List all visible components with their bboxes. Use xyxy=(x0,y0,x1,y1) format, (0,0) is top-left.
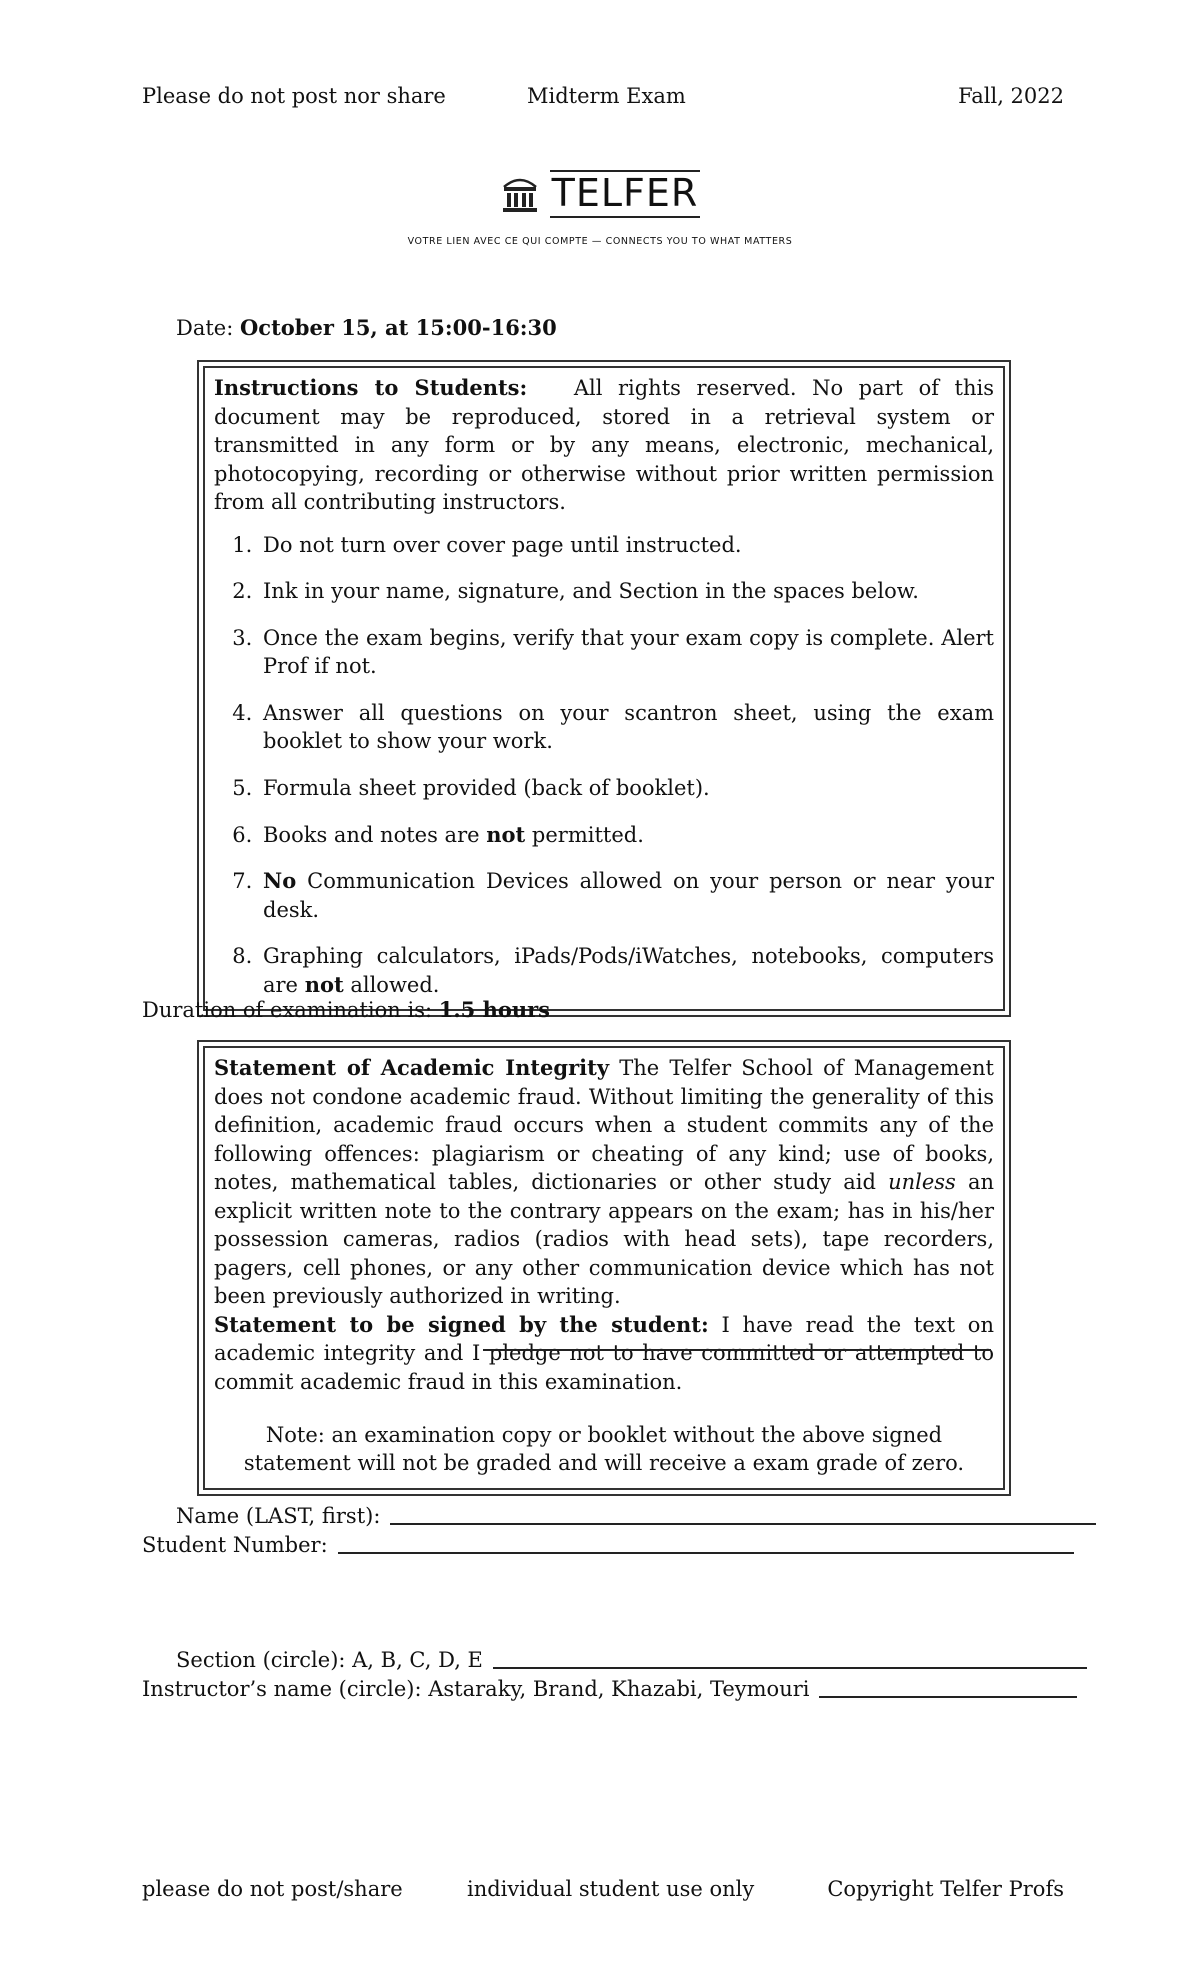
exam-duration xyxy=(142,996,550,1025)
list-item xyxy=(259,821,994,850)
list-item-emphasis: No xyxy=(263,868,297,894)
list-item: 3. Once the exam begins, verify that your exam copy is complete. Alert Prof if not. xyxy=(259,624,994,681)
footer-left: please do not post/share xyxy=(142,1877,403,1901)
date-value: October 15, at 15:00-16:30 xyxy=(240,315,557,340)
page-footer xyxy=(142,1875,1064,1905)
list-item-emphasis: not xyxy=(304,971,344,997)
list-item-text: allowed. xyxy=(350,972,440,997)
section-input-line[interactable] xyxy=(493,1667,1087,1669)
list-item-text: permitted. xyxy=(531,822,644,847)
list-item-emphasis: not xyxy=(486,821,526,847)
list-item: 4. Answer all questions on your scantron sheet, using the exam booklet to show your work. xyxy=(259,699,994,756)
list-item xyxy=(259,942,994,999)
instructor-input-line[interactable] xyxy=(819,1696,1077,1698)
integrity-text: The Telfer School of Management does not condone academic fraud. Without limiting the generality of this definition, academic fraud occurs when a student commits any of the following offences: plagiarism or cheating of any kind; use of books, notes, mathematical tables, dictionaries or other study aid xyxy=(214,1056,994,1195)
list-item xyxy=(259,867,994,924)
exam-date xyxy=(176,314,557,343)
instructions-heading: Instructions to Students: xyxy=(214,375,528,400)
instructions-list xyxy=(214,531,994,1000)
instructor-field xyxy=(142,1675,1077,1704)
student-number-label: Student Number: xyxy=(142,1533,328,1557)
name-field xyxy=(176,1502,1096,1531)
footer-center: individual student use only xyxy=(467,1877,755,1901)
instructions-text: All rights reserved. No part of this document may be reproduced, stored in a retrieval system or transmitted in any form or by any means, electronic, mechanical, photocopying, recording or otherwise without prior written permission from all contributing instructors. xyxy=(214,376,995,515)
integrity-text: an explicit written note to the contrary appears on the exam; has in his/her possession cameras, radios (radios with head sets), tape recorders, pagers, cell phones, or any other communication device which has not been previously authorized in writing. xyxy=(214,1170,994,1309)
page-header xyxy=(142,82,1064,112)
instructions-intro xyxy=(214,374,994,517)
logo-tagline: VOTRE LIEN AVEC CE QUI COMPTE — CONNECTS YOU TO WHAT MATTERS xyxy=(407,236,793,248)
list-item-text: Communication Devices allowed on your person or near your desk. xyxy=(263,869,994,922)
name-input-line[interactable] xyxy=(390,1523,1096,1525)
header-left: Please do not post nor share xyxy=(142,84,446,108)
instructions-box xyxy=(197,360,1011,1017)
duration-value: 1.5 hours xyxy=(438,997,551,1022)
pledge-heading: Statement to be signed by the student: xyxy=(214,1311,709,1337)
section-field xyxy=(176,1646,1087,1675)
signature-line[interactable] xyxy=(483,1349,991,1351)
list-item: 2. Ink in your name, signature, and Section in the spaces below. xyxy=(259,577,994,606)
instructor-label: Instructor’s name (circle): Astaraky, Brand, Khazabi, Teymouri xyxy=(142,1677,810,1701)
integrity-statement xyxy=(214,1054,994,1311)
list-item: 5. Formula sheet provided (back of booklet). xyxy=(259,774,994,803)
header-center: Midterm Exam xyxy=(527,84,686,108)
student-number-field xyxy=(142,1531,1074,1560)
footer-right: Copyright Telfer Profs xyxy=(827,1877,1064,1901)
telfer-logo xyxy=(0,170,1200,249)
integrity-box xyxy=(197,1040,1011,1496)
building-icon xyxy=(500,173,540,215)
header-right: Fall, 2022 xyxy=(958,84,1064,108)
list-item-text: Books and notes are xyxy=(263,822,480,847)
integrity-emphasis: unless xyxy=(888,1170,956,1195)
grading-note: Note: an examination copy or booklet without the above signed statement will not be graded and will receive a exam grade of zero. xyxy=(243,1422,965,1476)
logo-wordmark: TELFER xyxy=(550,170,701,218)
duration-label: Duration of examination is: xyxy=(142,998,433,1022)
list-item: 1. Do not turn over cover page until instructed. xyxy=(259,531,994,560)
date-label: Date: xyxy=(176,316,234,340)
list-item-text: Graphing calculators, iPads/Pods/iWatches, notebooks, computers are xyxy=(263,944,994,997)
name-label: Name (LAST, first): xyxy=(176,1504,381,1528)
section-label: Section (circle): A, B, C, D, E xyxy=(176,1648,483,1672)
pledge-text: I have read the text on academic integrity and I pledge not to have committed or attempted to commit academic fraud in this examination. xyxy=(214,1312,994,1395)
student-number-input-line[interactable] xyxy=(338,1552,1074,1554)
pledge-row xyxy=(214,1311,994,1397)
integrity-heading: Statement of Academic Integrity xyxy=(214,1055,610,1080)
